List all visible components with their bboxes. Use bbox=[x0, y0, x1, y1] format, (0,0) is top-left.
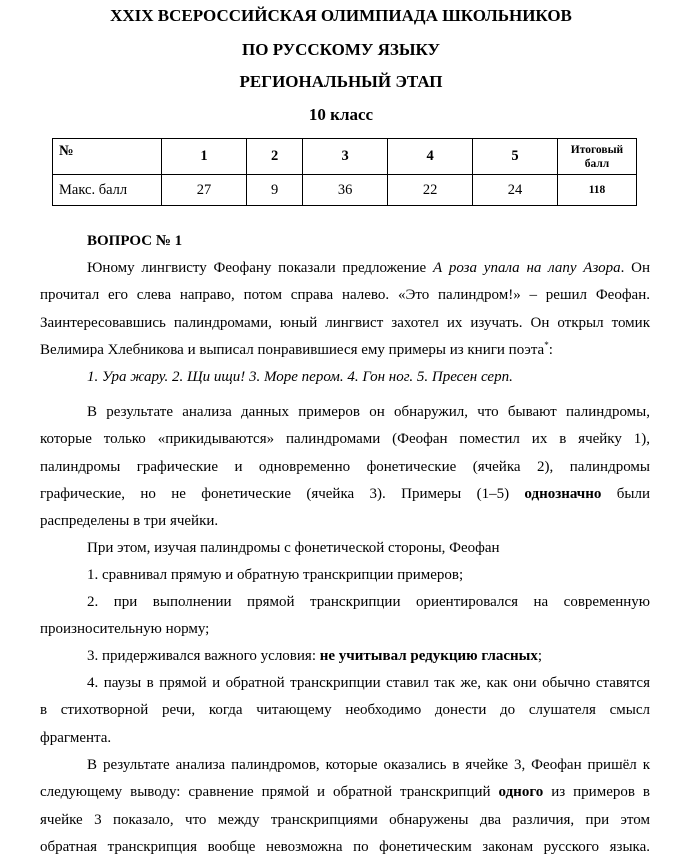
paragraph-2-line-4 bbox=[40, 481, 650, 508]
score-table-row bbox=[53, 175, 637, 206]
score-cell-total: 118 bbox=[558, 175, 637, 206]
score-cell-2: 9 bbox=[246, 175, 302, 206]
paragraph-4-line-2 bbox=[40, 779, 650, 806]
condition-item-4-line-3: фрагмента. bbox=[40, 729, 112, 746]
paragraph-2-line-5: распределены в три ячейки. bbox=[40, 513, 219, 530]
text-span: . Он bbox=[620, 260, 650, 276]
header-cell-total: Итоговый балл bbox=[558, 139, 637, 175]
palindrome-examples: 1. Ура жару. 2. Щи ищи! 3. Море пером. 4. Гон ног. 5. Пресен серп. bbox=[87, 369, 513, 386]
text-span: Велимира Хлебникова и выписал понравившиеся ему примеры из книги поэта bbox=[40, 341, 545, 358]
text-span: ; bbox=[537, 648, 543, 664]
paragraph-4-line-4: обратная транскрипция вообще невозможна по фонетическим законам русского языка. bbox=[40, 838, 650, 855]
header-cell-3: 3 bbox=[303, 139, 388, 175]
score-cell-5: 24 bbox=[473, 175, 558, 206]
paragraph-1-line-2: прочитал его слева направо, потом справа налево. «Это палиндром!» – решил Феофан. bbox=[40, 287, 650, 304]
condition-item-3 bbox=[40, 643, 650, 670]
header-cell-2: 2 bbox=[246, 139, 302, 175]
emphasis-bold: одного bbox=[498, 784, 544, 801]
text-span: : bbox=[548, 341, 553, 358]
text-span: Юному лингвисту Феофану показали предложение bbox=[87, 260, 433, 276]
paragraph-2 bbox=[40, 399, 650, 535]
condition-item-4-line-1: 4. паузы в прямой и обратной транскрипции ставил так же, как они обычно ставятся bbox=[87, 675, 650, 691]
grade-title: 10 класс bbox=[308, 105, 374, 124]
quoted-sentence: А роза упала на лапу Азора bbox=[432, 260, 621, 276]
footnote-marker: * bbox=[544, 339, 549, 350]
condition-item-1: 1. сравнивал прямую и обратную транскрипции примеров; bbox=[87, 567, 464, 583]
header-cell-1: 1 bbox=[162, 139, 247, 175]
condition-item-4-line-2: в стихотворной речи, когда читающему необходимо донести до слушателя смысл bbox=[40, 702, 650, 719]
paragraph-4 bbox=[40, 752, 650, 861]
paragraph-1-line-3: Заинтересовавшись палиндромами, юный лингвист захотел их изучать. Он открыл томик bbox=[40, 314, 650, 331]
question-title: ВОПРОС № 1 bbox=[87, 233, 183, 249]
header-cell-5: 5 bbox=[473, 139, 558, 175]
paragraph-3: При этом, изучая палиндромы с фонетической стороны, Феофан bbox=[87, 540, 500, 556]
row-label-max-score: Макс. балл bbox=[53, 175, 162, 206]
score-table bbox=[52, 138, 637, 206]
paragraph-4-line-3: ячейке 3 показало, что между транскрипциями обнаружены два различия, при этом bbox=[40, 811, 650, 828]
score-table-header-row bbox=[53, 139, 637, 175]
paragraph-1-line-1 bbox=[40, 255, 650, 282]
paragraph-2-line-1: В результате анализа данных примеров он обнаружил, что бывают палиндромы, bbox=[87, 404, 650, 420]
score-cell-1: 27 bbox=[162, 175, 247, 206]
emphasis-bold: не учитывал редукцию гласных bbox=[319, 648, 538, 664]
text-span: 3. придерживался важного условия: bbox=[87, 648, 320, 664]
paragraph-1 bbox=[40, 255, 650, 391]
text-span: графические, но не фонетические (ячейка 3). Примеры (1–5) bbox=[40, 485, 525, 502]
paragraph-1-line-4 bbox=[40, 337, 650, 364]
paragraph-2-line-3: палиндромы графические и одновременно фонетические (ячейка 2), палиндромы bbox=[40, 458, 650, 475]
condition-item-2 bbox=[40, 589, 650, 644]
text-span: были bbox=[601, 485, 650, 502]
text-span: из примеров в bbox=[543, 784, 650, 801]
score-cell-4: 22 bbox=[388, 175, 473, 206]
text-span: следующему выводу: сравнение прямой и обратной транскрипций bbox=[40, 784, 499, 801]
condition-item-2-line-1: 2. при выполнении прямой транскрипции ориентировался на современную bbox=[87, 594, 650, 610]
emphasis-bold: однозначно bbox=[524, 485, 602, 502]
subject-title: ПО РУССКОМУ ЯЗЫКУ bbox=[242, 40, 440, 59]
olympiad-title: XXIX ВСЕРОССИЙСКАЯ ОЛИМПИАДА ШКОЛЬНИКОВ bbox=[110, 6, 572, 25]
condition-item-4 bbox=[40, 670, 650, 752]
header-cell-number: № bbox=[53, 139, 162, 175]
score-cell-3: 36 bbox=[303, 175, 388, 206]
header-cell-4: 4 bbox=[388, 139, 473, 175]
condition-item-2-line-2: произносительную норму; bbox=[40, 621, 210, 638]
paragraph-2-line-2: которые только «прикидываются» палиндромами (Феофан поместил их в ячейку 1), bbox=[40, 431, 650, 448]
stage-title: РЕГИОНАЛЬНЫЙ ЭТАП bbox=[239, 72, 443, 91]
paragraph-4-line-1: В результате анализа палиндромов, которые оказались в ячейке 3, Феофан пришёл к bbox=[87, 757, 650, 773]
